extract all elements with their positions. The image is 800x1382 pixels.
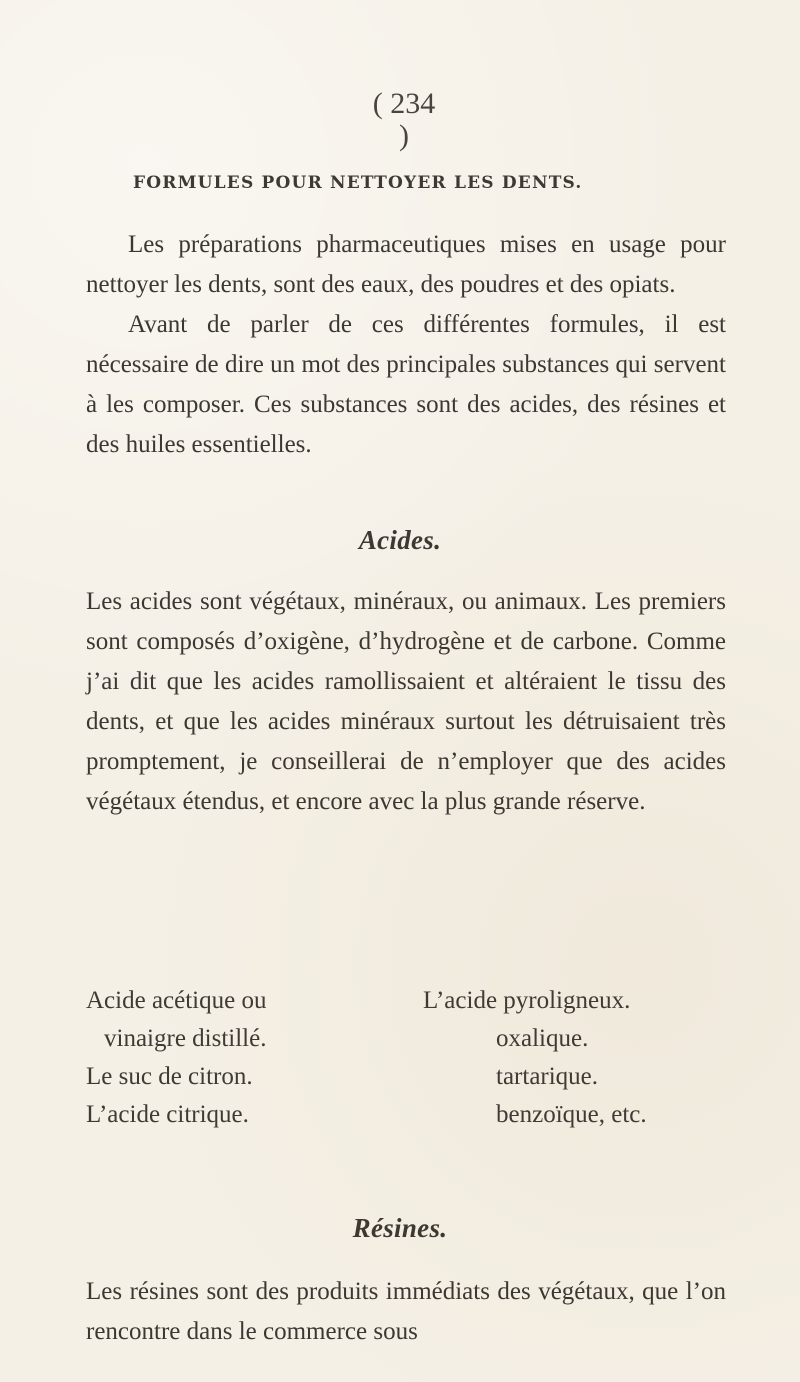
acides-paragraph: Les acides sont végétaux, minéraux, ou animaux. Les premiers sont composés d’oxigène, d’hydrogène et de carbone. Comme j’ai dit que les acides ramollissaient et altéraient le tissu des dents, et que les acides minéraux surtout les détruisaient très promptement, je conseillerai de n’employer que des acides végétaux étendus, et encore avec la plus grande réserve. bbox=[86, 588, 726, 815]
intro-paragraph-1: Les préparations pharmaceutiques mises en usage pour nettoyer les dents, sont des eaux, des poudres et des opiats. bbox=[86, 231, 726, 298]
intro-section bbox=[86, 225, 726, 465]
acid-list-left-item: L’acide citrique. bbox=[86, 1101, 249, 1128]
acid-list-right-item: L’acide pyroligneux. bbox=[423, 987, 631, 1014]
resines-paragraph: Les résines sont des produits immédiats des végétaux, que l’on rencontre dans le commerce sous bbox=[86, 1278, 726, 1345]
section-heading-acides: Acides. bbox=[358, 525, 442, 555]
acid-list-row bbox=[86, 1058, 738, 1096]
acid-list-row bbox=[86, 1096, 738, 1134]
acid-list-right-item: benzoïque, etc. bbox=[496, 1101, 647, 1128]
acid-list-left-item: Le suc de citron. bbox=[86, 1063, 253, 1090]
acid-list-right-item: oxalique. bbox=[496, 1025, 589, 1052]
section-heading-resines: Résines. bbox=[352, 1213, 448, 1243]
page-title: FORMULES POUR NETTOYER LES DENTS. bbox=[133, 173, 583, 193]
acid-list-row bbox=[86, 1020, 738, 1058]
intro-paragraph-2: Avant de parler de ces différentes formules, il est nécessaire de dire un mot des principales substances qui servent à les composer. Ces substances sont des acides, des résines et des huiles essentielles. bbox=[86, 311, 726, 458]
page-number: ( 234 ) bbox=[372, 87, 436, 152]
acid-list-row bbox=[86, 982, 738, 1020]
acid-list bbox=[86, 982, 738, 1134]
acid-list-right-item: tartarique. bbox=[496, 1063, 599, 1090]
acid-list-left-item: Acide acétique ou bbox=[86, 987, 267, 1014]
acid-list-left-item: vinaigre distillé. bbox=[104, 1025, 267, 1052]
